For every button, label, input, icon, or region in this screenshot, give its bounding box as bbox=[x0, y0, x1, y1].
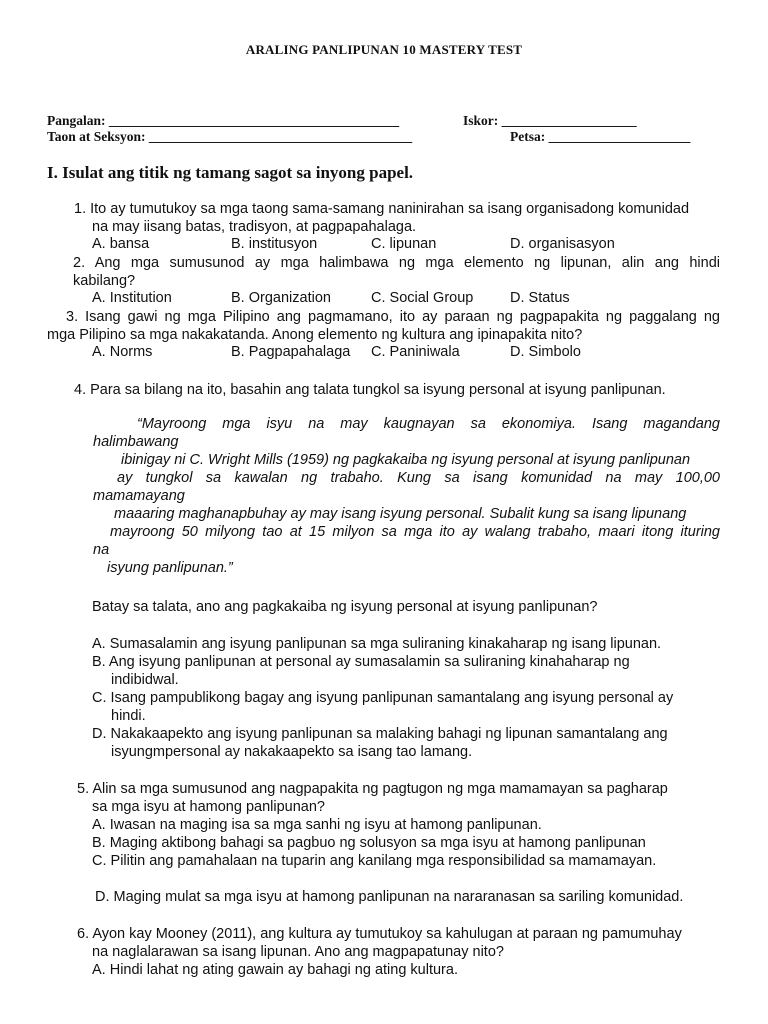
q3-option-a: A. Norms bbox=[92, 344, 153, 360]
date-field bbox=[510, 129, 690, 145]
score-label: Iskor: bbox=[463, 113, 499, 128]
q4-passage-line5: mamamayang bbox=[93, 488, 185, 504]
q2-line2: kabilang? bbox=[73, 273, 136, 289]
q4-option-b-line1: B. Ang isyung panlipunan at personal ay sumasalamin sa suliraning kinahaharap ng bbox=[92, 654, 630, 670]
q4-question: Batay sa talata, ano ang pagkakaiba ng isyung personal at isyung panlipunan? bbox=[92, 599, 598, 615]
q1-line2: na may iisang batas, tradisyon, at pagpapahalaga. bbox=[92, 219, 417, 235]
section-field bbox=[47, 129, 412, 145]
q1-option-a: A. bansa bbox=[92, 236, 150, 252]
q4-option-d-line2: isyungmpersonal ay nakakaapekto sa isang tao lamang. bbox=[111, 744, 473, 760]
q5-line1: 5. Alin sa mga sumusunod ang nagpapakita ng pagtugon ng mga mamamayan sa pagharap bbox=[77, 781, 668, 797]
q1-line1: 1. Ito ay tumutukoy sa mga taong sama-samang naninirahan sa isang organisadong komunidad bbox=[74, 201, 690, 217]
q5-option-a: A. Iwasan na maging isa sa mga sanhi ng isyu at hamong panlipunan. bbox=[92, 817, 542, 833]
q4-passage-line2: halimbawang bbox=[93, 434, 179, 450]
q3-line2: mga Pilipino sa mga nakakatanda. Anong elemento ng kultura ang ipinapakita nito? bbox=[47, 327, 583, 343]
q2-option-b: B. Organization bbox=[231, 290, 331, 306]
q4-option-c-line2: hindi. bbox=[111, 708, 146, 724]
q3-option-b: B. Pagpapahalaga bbox=[231, 344, 351, 360]
q5-option-c: C. Pilitin ang pamahalaan na tuparin ang kanilang mga responsibilidad sa mamamayan. bbox=[92, 853, 657, 869]
name-blank: ___________________________________________ bbox=[108, 113, 400, 128]
q4-passage-line3: ibinigay ni C. Wright Mills (1959) ng pagkakaiba ng isyung personal at isyung panlipunan bbox=[121, 452, 691, 468]
name-field bbox=[47, 113, 399, 129]
q4-option-b-line2: indibidwal. bbox=[111, 672, 179, 688]
q2-option-a: A. Institution bbox=[92, 290, 172, 306]
q3-option-c: C. Paniniwala bbox=[371, 344, 460, 360]
q2-option-d: D. Status bbox=[510, 290, 570, 306]
section-label: Taon at Seksyon: bbox=[47, 129, 146, 144]
date-blank: _____________________ bbox=[548, 129, 691, 144]
q4-passage-line8: na bbox=[93, 542, 110, 558]
q6-line2: na naglalarawan sa isang lipunan. Ano ang magpapatunay nito? bbox=[92, 944, 504, 960]
q1-option-d: D. organisasyon bbox=[510, 236, 615, 252]
q6-option-a: A. Hindi lahat ng ating gawain ay bahagi ng ating kultura. bbox=[92, 962, 458, 978]
score-field bbox=[463, 113, 637, 129]
name-label: Pangalan: bbox=[47, 113, 106, 128]
q4-intro: 4. Para sa bilang na ito, basahin ang talata tungkol sa isyung personal at isyung panlipunan. bbox=[74, 382, 666, 398]
q4-option-d-line1: D. Nakakaapekto ang isyung panlipunan sa malaking bahagi ng lipunan samantalang ang bbox=[92, 726, 668, 742]
date-label: Petsa: bbox=[510, 129, 546, 144]
q1-option-b: B. institusyon bbox=[231, 236, 318, 252]
score-blank: ____________________ bbox=[501, 113, 637, 128]
q6-line1: 6. Ayon kay Mooney (2011), ang kultura ay tumutukoy sa kahulugan at paraan ng pamumuhay bbox=[77, 926, 682, 942]
q4-passage-line1: “Mayroong mga isyu na may kaugnayan sa ekonomiya. Isang magandang bbox=[137, 416, 720, 432]
q4-option-a: A. Sumasalamin ang isyung panlipunan sa mga suliraning kinakaharap ng isang lipunan. bbox=[92, 636, 662, 652]
q4-passage-line6: maaaring maghanapbuhay ay may isang isyung personal. Subalit kung sa isang lipunang bbox=[114, 506, 687, 522]
q5-line2: sa mga isyu at hamong panlipunan? bbox=[92, 799, 325, 815]
q3-option-d: D. Simbolo bbox=[510, 344, 581, 360]
q3-line1: 3. Isang gawi ng mga Pilipino ang pagmamano, ito ay paraan ng pagpapakita ng paggalang ng bbox=[66, 309, 720, 325]
q1-option-c: C. lipunan bbox=[371, 236, 437, 252]
q2-line1: 2. Ang mga sumusunod ay mga halimbawa ng mga elemento ng lipunan, alin ang hindi bbox=[73, 255, 720, 271]
section-blank: _______________________________________ bbox=[148, 129, 413, 144]
q4-passage-line9: isyung panlipunan.” bbox=[107, 560, 233, 576]
q2-option-c: C. Social Group bbox=[371, 290, 474, 306]
section-instruction: I. Isulat ang titik ng tamang sagot sa inyong papel. bbox=[47, 163, 414, 182]
q4-passage-line7: mayroong 50 milyong tao at 15 milyon sa mga ito ay walang trabaho, maari itong ituring bbox=[110, 524, 720, 540]
page-title: ARALING PANLIPUNAN 10 MASTERY TEST bbox=[245, 42, 523, 57]
q5-option-b: B. Maging aktibong bahagi sa pagbuo ng solusyon sa mga isyu at hamong panlipunan bbox=[92, 835, 646, 851]
q4-option-c-line1: C. Isang pampublikong bagay ang isyung panlipunan samantalang ang isyung personal ay bbox=[92, 690, 674, 706]
q4-passage-line4: ay tungkol sa kawalan ng trabaho. Kung sa isang komunidad na may 100,00 bbox=[117, 470, 720, 486]
q5-option-d: D. Maging mulat sa mga isyu at hamong panlipunan na nararanasan sa sariling komunidad. bbox=[95, 889, 684, 905]
